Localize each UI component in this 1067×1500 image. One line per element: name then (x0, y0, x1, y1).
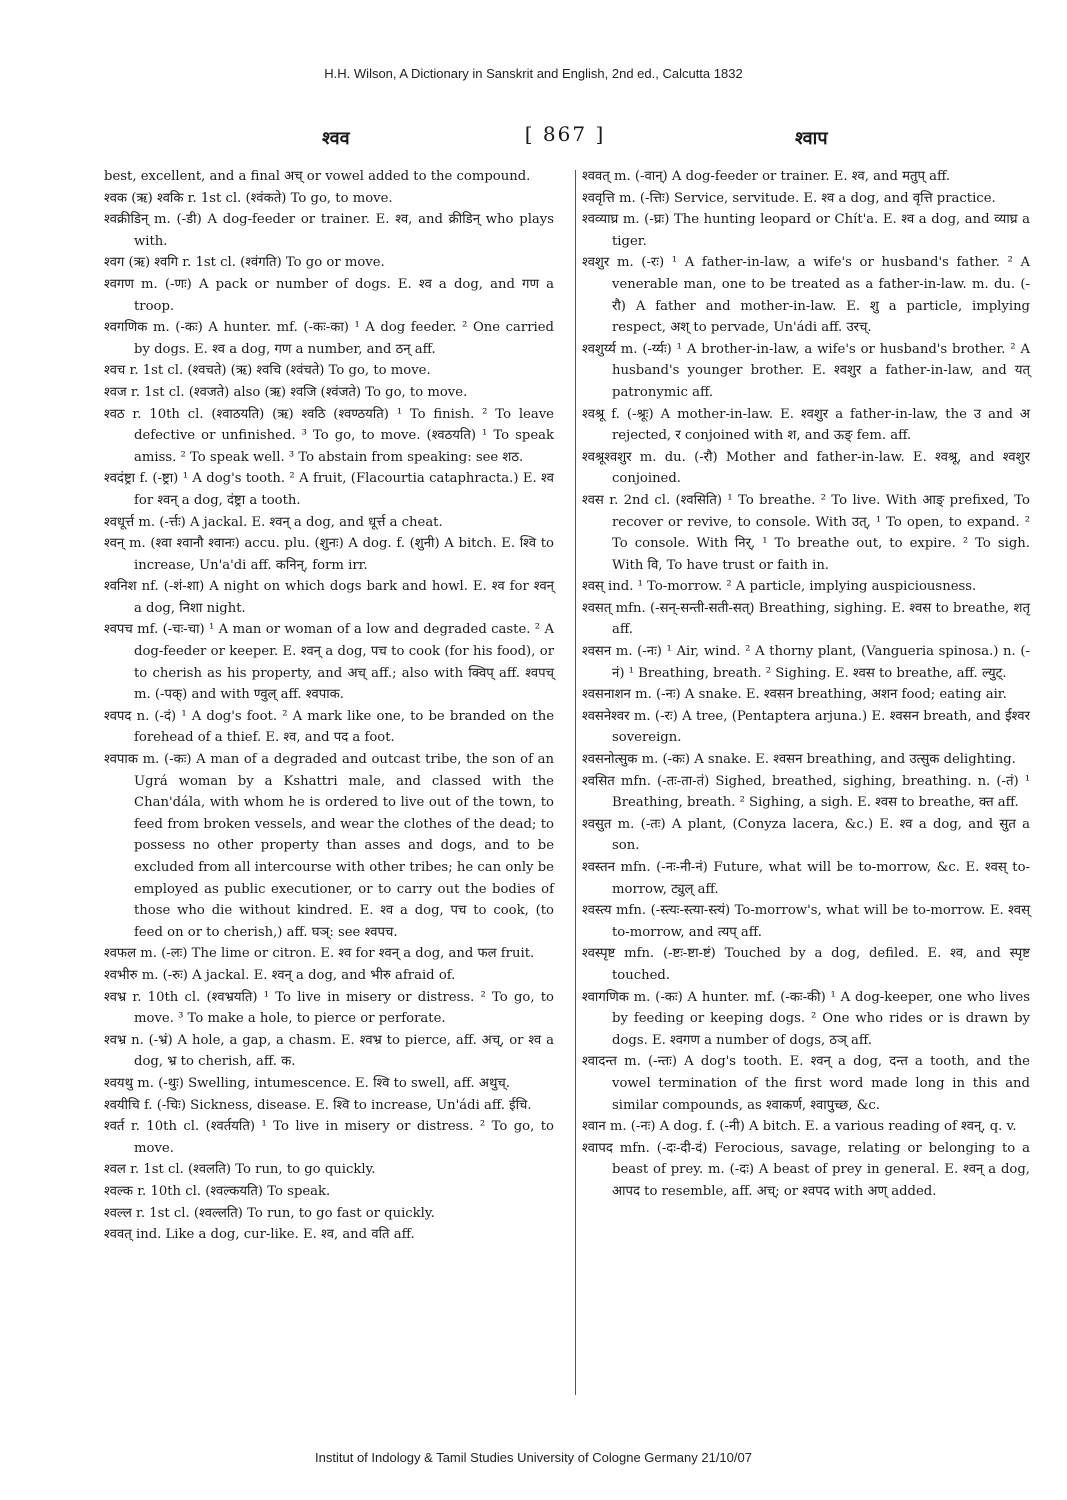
dictionary-entry: श्ववृत्ति m. (-त्तिः) Service, servitude. E. श्व a dog, and वृत्ति practice. (582, 190, 996, 206)
dictionary-entry: श्वच r. 1st cl. (श्वचते) (ऋ) श्वचि (श्वंचते) To go, to move. (104, 363, 431, 379)
dictionary-entry: श्वठ r. 10th cl. (श्वाठयति) (ऋ) श्वठि (श्वण्ठयति) ¹ To finish. ² To leave defective or unfinished. ³ To go, to move. (श्वठयति) ¹ To speak amiss. ² To speak well. ³ To abstain from speaking: see शठ. (104, 406, 554, 465)
footer-credit: Institut of Indology & Tamil Studies University of Cologne Germany 21/10/07 (315, 1450, 752, 1465)
dictionary-entry: श्वभ्र r. 10th cl. (श्वभ्रयति) ¹ To live in misery or distress. ² To go, to move. ³ To make a hole, to pierce or perforate. (104, 989, 554, 1027)
dictionary-entry: श्वस्पृष्ट mfn. (-ष्टः-ष्टा-ष्टं) Touched by a dog, defiled. E. श्व, and स्पृष्ट touched. (582, 946, 1030, 983)
column-divider (575, 170, 576, 1395)
dictionary-entry: श्वधूर्त्त m. (-र्त्तः) A jackal. E. श्वन् a dog, and धूर्त्त a cheat. (104, 514, 443, 530)
dictionary-entry: श्वसुत m. (-तः) A plant, (Conyza lacera, &c.) E. श्व a dog, and सुत a son. (582, 816, 1030, 854)
dictionary-entry: श्वपच mf. (-चः-चा) ¹ A man or woman of a low and degraded caste. ² A dog-feeder or keeper. E. श्वन् a dog, पच to cook (for his food), or to cherish as his property, and अच् aff.; also with क्विप् aff. श्वपच् m. (-पक्) and with ण्वुल् aff. श्वपाक. (104, 622, 554, 703)
dictionary-entry: श्वक्रीडिन् m. (-डी) A dog-feeder or trainer. E. श्व, and क्रीडिन् who plays with. (104, 212, 554, 249)
dictionary-entry: श्वसत् mfn. (-सन्-सन्ती-सती-सत्) Breathing, sighing. E. श्वस to breathe, शतृ aff. (582, 600, 1030, 638)
dictionary-entry: श्वान m. (-नः) A dog. f. (-नी) A bitch. E. a various reading of श्वन्, q. v. (582, 1119, 1017, 1135)
dictionary-entry: श्वश्रूश्वशुर m. du. (-रौ) Mother and father-in-law. E. श्वश्रू, and श्वशुर conjoined. (582, 449, 1030, 487)
running-head-right: श्वाप (795, 128, 828, 149)
dictionary-entry: श्वर्त r. 10th cl. (श्वर्तयति) ¹ To live in misery or distress. ² To go, to move. (104, 1119, 554, 1156)
dictionary-entry: श्वसित mfn. (-तः-ता-तं) Sighed, breathed, sighing, breathing. n. (-तं) ¹ Breathing, breath. ² Sighing, a sigh. E. श्वस to breathe, क्त aff. (582, 773, 1030, 811)
dictionary-entry: श्वश्रू f. (-श्रूः) A mother-in-law. E. श्वशुर a father-in-law, the उ and अ rejected, र conjoined with श, and ऊङ् fem. aff. (582, 406, 1030, 444)
dictionary-entry: श्वव्याघ्र m. (-घ्रः) The hunting leopard or Chít'a. E. श्व a dog, and व्याघ्र a tiger. (582, 212, 1030, 249)
dictionary-entry: श्वपाक m. (-कः) A man of a degraded and outcast tribe, the son of an Ugrá woman by a Kshattri male, and classed with the Chan'dála, with whom he is ordered to live out of the town, to feed from broken vessels, and wear the clothes of the dead; to possess no other property than asses and dogs, and to be excluded from all intercourse with other tribes; he can only be employed as public executioner, or to carry out the bodies of those who die without kindred. E. श्व a dog, पच to cook, (to feed on or to cherish,) aff. घञ्: see श्वपच. (104, 752, 554, 940)
dictionary-entry: श्वन् m. (श्वा श्वानौ श्वानः) accu. plu. (शुनः) A dog. f. (शुनी) A bitch. E. श्वि to increase, Un'a'di aff. कनिन्, form irr. (104, 536, 554, 573)
dictionary-entry: best, excellent, and a final अच् or vowel added to the compound. (104, 169, 531, 184)
dictionary-entry: श्ववत् m. (-वान्) A dog-feeder or trainer. E. श्व, and मतुप् aff. (582, 169, 951, 184)
dictionary-entry: श्वभ्र n. (-भ्रं) A hole, a gap, a chasm. E. श्वभ्र to pierce, aff. अच्, or श्व a dog, भ्र to cherish, aff. क. (104, 1032, 554, 1070)
dictionary-entry: श्वसनाशन m. (-नः) A snake. E. श्वसन breathing, अशन food; eating air. (582, 687, 1007, 703)
dictionary-entry: श्वयीचि f. (-चिः) Sickness, disease. E. श्वि to increase, Un'ádi aff. ईचि. (104, 1097, 532, 1113)
dictionary-entry: श्वस्तन mfn. (-नः-नी-नं) Future, what will be to-morrow, &c. E. श्वस् to-morrow, ट्युल् aff. (582, 860, 1030, 897)
dictionary-entry: श्वदंष्ट्रा f. (-ष्ट्रा) ¹ A dog's tooth. ² A fruit, (Flacourtia cataphracta.) E. श्व for श्वन् a dog, दंष्ट्रा a tooth. (104, 471, 554, 508)
dictionary-entry: श्वशुर्य्य m. (-र्य्यः) ¹ A brother-in-law, a wife's or husband's brother. ² A husband's younger brother. E. श्वशुर a father-in-law, and यत् patronymic aff. (582, 341, 1030, 400)
dictionary-entry: श्वादन्त m. (-न्तः) A dog's tooth. E. श्वन् a dog, दन्त a tooth, and the vowel termination of the first word made long in this and similar compounds, as श्वाकर्ण, श्वापुच्छ, &c. (582, 1054, 1030, 1113)
dictionary-entry: श्वस r. 2nd cl. (श्वसिति) ¹ To breathe. ² To live. With आङ् prefixed, To recover or revive, to console. With उत्, ¹ To open, to expand. ² To console. With निर्, ¹ To breathe out, to expire. ² To sigh. With वि, To have trust or faith in. (582, 492, 1030, 573)
dictionary-entry: श्वज r. 1st cl. (श्वजते) also (ऋ) श्वजि (श्वंजते) To go, to move. (104, 384, 468, 400)
right-column (582, 166, 1030, 1203)
dictionary-entry: श्वपद n. (-दं) ¹ A dog's foot. ² A mark like one, to be branded on the forehead of a thief. E. श्व, and पद a foot. (104, 708, 554, 746)
dictionary-entry: श्वसनेश्वर m. (-रः) A tree, (Pentaptera arjuna.) E. श्वसन breath, and ईश्वर sovereign. (582, 708, 1030, 746)
left-column (104, 166, 554, 1246)
dictionary-entry: श्वल्क r. 10th cl. (श्वल्कयति) To speak. (104, 1183, 331, 1199)
dictionary-entry: श्वग (ऋ) श्वगि r. 1st cl. (श्वंगति) To go or move. (104, 255, 385, 271)
dictionary-entry: श्वसन m. (-नः) ¹ Air, wind. ² A thorny plant, (Vangueria spinosa.) n. (-नं) ¹ Breathing, breath. ² Sighing. E. श्वस to breathe, aff. ल्युट्. (582, 644, 1030, 681)
dictionary-entry: श्वस्त्य mfn. (-स्त्यः-स्त्या-स्त्यं) To-morrow's, what will be to-morrow. E. श्वस् to-morrow, and त्यप् aff. (582, 903, 1030, 940)
dictionary-entry: श्वशुर m. (-रः) ¹ A father-in-law, a wife's or husband's father. ² A venerable man, one to be treated as a father-in-law. m. du. (-रौ) A father and mother-in-law. E. शु a particle, implying respect, अश् to pervade, Un'ádi aff. उरच्. (582, 255, 1030, 336)
dictionary-entry: श्वगणिक m. (-कः) A hunter. mf. (-कः-का) ¹ A dog feeder. ² One carried by dogs. E. श्व a dog, गण a number, and ठन् aff. (104, 320, 554, 357)
dictionary-entry: श्वक (ऋ) श्वकि r. 1st cl. (श्वंकते) To go, to move. (104, 190, 393, 206)
dictionary-entry: श्वभीरु m. (-रुः) A jackal. E. श्वन् a dog, and भीरु afraid of. (104, 967, 456, 983)
dictionary-entry: श्वफल m. (-लः) The lime or citron. E. श्व for श्वन् a dog, and फल fruit. (104, 946, 535, 962)
dictionary-entry: श्वस् ind. ¹ To-morrow. ² A particle, implying auspiciousness. (582, 579, 977, 595)
dictionary-entry: श्वागणिक m. (-कः) A hunter. mf. (-कः-की) ¹ A dog-keeper, one who lives by feeding or keeping dogs. ² One who rides or is drawn by dogs. E. श्वगण a number of dogs, ठञ् aff. (582, 989, 1030, 1048)
dictionary-entry: श्वयथु m. (-थुः) Swelling, intumescence. E. श्वि to swell, aff. अथुच्. (104, 1075, 510, 1091)
running-head-left: श्वव (322, 128, 350, 149)
dictionary-entry: श्वनिश nf. (-शं-शा) A night on which dogs bark and howl. E. श्व for श्वन् a dog, निशा night. (104, 579, 554, 616)
dictionary-entry: श्ववत् ind. Like a dog, cur-like. E. श्व, and वति aff. (104, 1227, 415, 1243)
dictionary-entry: श्वल्ल r. 1st cl. (श्वल्लति) To run, to go fast or quickly. (104, 1205, 435, 1221)
source-citation: H.H. Wilson, A Dictionary in Sanskrit and English, 2nd ed., Calcutta 1832 (324, 66, 743, 81)
dictionary-entry: श्वापद mfn. (-दः-दी-दं) Ferocious, savage, relating or belonging to a beast of prey. m. (-दः) A beast of prey in general. E. श्वन् a dog, आपद to resemble, aff. अच्; or श्वपद with अण् added. (582, 1140, 1030, 1199)
dictionary-entry: श्वसनोत्सुक m. (-कः) A snake. E. श्वसन breathing, and उत्सुक delighting. (582, 752, 1016, 768)
page-number: [ 867 ] (524, 122, 606, 146)
dictionary-entry: श्वल r. 1st cl. (श्वलति) To run, to go quickly. (104, 1162, 376, 1178)
dictionary-entry: श्वगण m. (-णः) A pack or number of dogs. E. श्व a dog, and गण a troop. (104, 276, 554, 314)
